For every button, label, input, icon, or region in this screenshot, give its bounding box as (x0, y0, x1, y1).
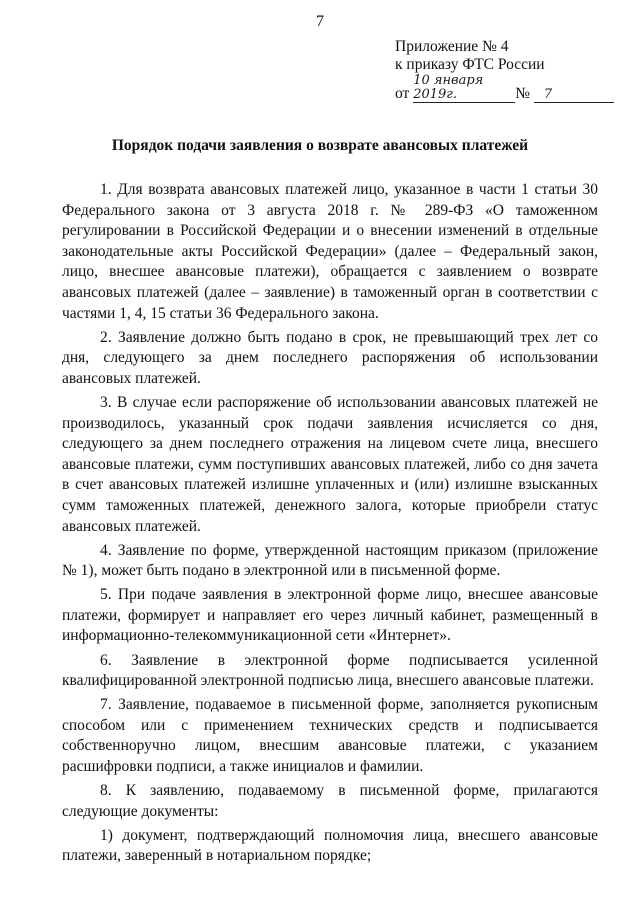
paragraph-7: 7. Заявление, подаваемое в письменной форме, заполняется рукописным способом или с применением технических средств и подписывается собственноручно лицом, внесшим авансовые платежи, с указанием расшифровки подписи, а также инициалов и фамилии. (62, 696, 598, 776)
document-title: Порядок подачи заявления о возврате авансовых платежей (111, 137, 529, 154)
appendix-line-1: Приложение № 4 (395, 38, 509, 55)
date-prefix: от (395, 85, 410, 102)
appendix-header (395, 38, 614, 103)
paragraph-1: 1. Для возврата авансовых платежей лицо, указанное в части 1 статьи 30 Федерального закона от 3 августа 2018 г. № 289-ФЗ «О таможенном регулировании в Российской Федерации и о внесении изменений в отдельные законодательные акты Российской Федерации» (далее – Федеральный закон, лицо, внесшее авансовые платежи), обращается с заявлением о возврате авансовых платежей (далее – заявление) в таможенный орган в соответствии с частями 1, 4, 15 статьи 36 Федерального закона. (62, 181, 598, 322)
number-prefix: № (515, 85, 530, 102)
appendix-line-2: к приказу ФТС России (395, 56, 545, 73)
paragraph-2: 2. Заявление должно быть подано в срок, не превышающий трех лет со дня, следующего за днем последнего распоряжения об использовании авансовых платежей. (62, 328, 598, 387)
paragraph-4: 4. Заявление по форме, утвержденной настоящим приказом (приложение № 1), может быть подано в электронной или в письменной форме. (62, 541, 598, 580)
paragraph-5: 5. При подаче заявления в электронной форме лицо, внесшее авансовые платежи, формирует и направляет его через личный кабинет, размещенный в информационно-телекоммуникационной сети «Интернет». (62, 586, 598, 645)
page-number: 7 (316, 13, 324, 30)
handwritten-date: 10 января 2019г. (413, 74, 515, 103)
paragraph-6: 6. Заявление в электронной форме подписывается усиленной квалифицированной электронной подписью лица, внесшего авансовые платежи. (62, 651, 598, 690)
paragraph-3: 3. В случае если распоряжение об использовании авансовых платежей не производилось, указанный срок подачи заявления исчисляется со дня, следующего за днем последнего отражения на лицевом счете лица, внесшего авансовые платежи, сумм поступивших авансовых платежей, либо со дня зачета в счет авансовых платежей излишне уплаченных и (или) излишне взысканных сумм таможенных платежей, денежного залога, которые приобрели статус авансовых платежей. (62, 393, 598, 535)
handwritten-number: 7 (534, 88, 614, 103)
paragraph-8: 8. К заявлению, подаваемому в письменной форме, прилагаются следующие документы: (62, 782, 598, 820)
appendix-date-line (395, 74, 614, 103)
document-body (62, 180, 598, 871)
paragraph-8-item-1: 1) документ, подтверждающий полномочия лица, внесшего авансовые платежи, заверенный в нотариальном порядке; (62, 826, 598, 865)
